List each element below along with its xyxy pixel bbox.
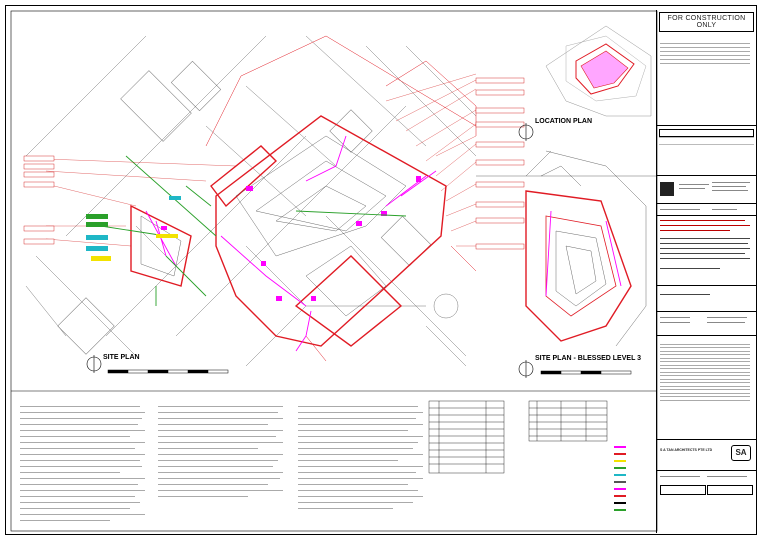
title-block (656, 10, 756, 533)
building-outlines (141, 136, 646, 346)
tb-drawn-checked (657, 312, 756, 336)
site-plan-l3-label: SITE PLAN - BLESSED LEVEL 3 (535, 355, 642, 362)
tb-general-notes (657, 336, 756, 440)
notes-text-lines (20, 406, 423, 521)
tb-consultant (657, 176, 756, 204)
drawing-sheet (5, 5, 757, 535)
tb-notes-box (657, 34, 756, 126)
tb-drawing-title (657, 286, 756, 312)
firm-name: S A TAN ARCHITECTS PTE LTD (660, 448, 713, 452)
consultant-logo (660, 182, 674, 196)
tb-project-title (657, 216, 756, 286)
location-plan-inset (546, 21, 656, 116)
construction-stamp: FOR CONSTRUCTION ONLY (659, 12, 754, 32)
location-plan-label: LOCATION PLAN (535, 118, 593, 125)
schedule-tables (429, 401, 607, 473)
tb-firm (657, 440, 756, 470)
legend-swatches (614, 446, 626, 511)
site-plan-drawing (6, 6, 758, 536)
tb-revision-table (657, 126, 756, 176)
leader-lines (46, 74, 476, 246)
site-plan-label: SITE PLAN (103, 354, 140, 361)
green-lines (101, 156, 406, 306)
north-arrows (87, 123, 533, 378)
firm-logo: SA (731, 445, 751, 461)
magenta-services (146, 136, 621, 351)
tb-client (657, 204, 756, 216)
tb-drawing-number (657, 470, 756, 510)
